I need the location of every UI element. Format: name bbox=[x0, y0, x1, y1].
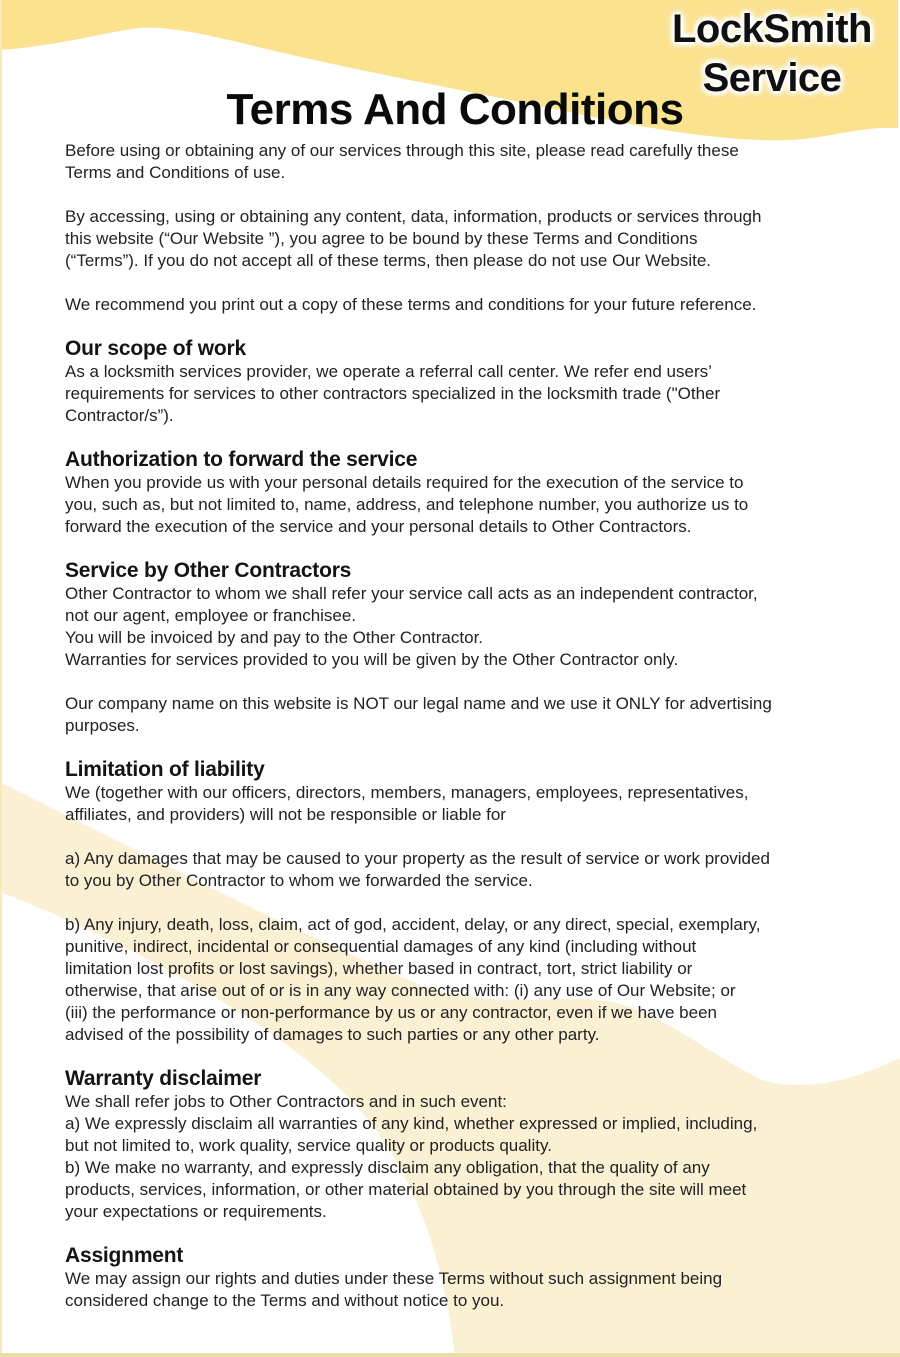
text-line: affiliates, and providers) will not be responsible or liable for bbox=[65, 805, 506, 824]
text-line: Warranties for services provided to you will be given by the Other Contractor only. bbox=[65, 650, 679, 669]
text-line: purposes. bbox=[65, 716, 140, 735]
section-heading: Warranty disclaimer bbox=[65, 1067, 262, 1090]
section-heading: Assignment bbox=[65, 1244, 184, 1267]
text-line: Our company name on this website is NOT our legal name and we use it ONLY for advertising bbox=[65, 694, 772, 713]
text-line: but not limited to, work quality, service quality or products quality. bbox=[65, 1136, 552, 1155]
paragraph bbox=[65, 914, 845, 1046]
section-heading: Service by Other Contractors bbox=[65, 559, 352, 582]
logo-line-2: Service bbox=[702, 56, 842, 100]
text-line: We (together with our officers, directors, members, managers, employees, representatives, bbox=[65, 783, 749, 802]
content bbox=[65, 140, 845, 1312]
left-edge-line bbox=[0, 0, 2, 1357]
text-line: punitive, indirect, incidental or consequential damages of any kind (including without bbox=[65, 937, 697, 956]
text-line: your expectations or requirements. bbox=[65, 1202, 327, 1221]
paragraph bbox=[65, 782, 845, 826]
text-line: Before using or obtaining any of our services through this site, please read carefully these bbox=[65, 141, 739, 160]
text-line: you, such as, but not limited to, name, address, and telephone number, you authorize us to bbox=[65, 495, 749, 514]
logo-line-1: LockSmith bbox=[672, 7, 872, 51]
text-line: When you provide us with your personal details required for the execution of the service to bbox=[65, 473, 744, 492]
text-line: We may assign our rights and duties under these Terms without such assignment being bbox=[65, 1269, 723, 1288]
paragraph bbox=[65, 472, 845, 538]
text-line: limitation lost profits or lost savings), whether based in contract, tort, strict liability or bbox=[65, 959, 693, 978]
page-title: Terms And Conditions bbox=[226, 85, 684, 134]
section-heading: Authorization to forward the service bbox=[65, 448, 418, 471]
paragraph bbox=[65, 140, 845, 184]
text-line: We recommend you print out a copy of these terms and conditions for your future reference. bbox=[65, 295, 757, 314]
text-line: to you by Other Contractor to whom we forwarded the service. bbox=[65, 871, 533, 890]
text-line: By accessing, using or obtaining any content, data, information, products or services through bbox=[65, 207, 762, 226]
paragraph bbox=[65, 361, 845, 427]
text-line: Contractor/s”). bbox=[65, 406, 174, 425]
paragraph bbox=[65, 583, 845, 671]
text-line: Terms and Conditions of use. bbox=[65, 163, 286, 182]
section-heading: Limitation of liability bbox=[65, 758, 265, 781]
text-line: this website (“Our Website ”), you agree to be bound by these Terms and Conditions bbox=[65, 229, 698, 248]
text-line: As a locksmith services provider, we operate a referral call center. We refer end users’ bbox=[65, 362, 712, 381]
text-line: Other Contractor to whom we shall refer your service call acts as an independent contractor, bbox=[65, 584, 758, 603]
paragraph bbox=[65, 294, 845, 316]
text-line: b) Any injury, death, loss, claim, act of god, accident, delay, or any direct, special, exemplary, bbox=[65, 915, 761, 934]
section-heading: Our scope of work bbox=[65, 337, 246, 360]
text-line: a) We expressly disclaim all warranties of any kind, whether expressed or implied, including, bbox=[65, 1114, 758, 1133]
paragraph bbox=[65, 1091, 845, 1223]
text-line: (“Terms”). If you do not accept all of these terms, then please do not use Our Website. bbox=[65, 251, 711, 270]
text-line: b) We make no warranty, and expressly disclaim any obligation, that the quality of any bbox=[65, 1158, 710, 1177]
paragraph bbox=[65, 206, 845, 272]
text-line: advised of the possibility of damages to such parties or any other party. bbox=[65, 1025, 600, 1044]
text-line: otherwise, that arise out of or is in any way connected with: (i) any use of Our Website; or bbox=[65, 981, 736, 1000]
text-line: products, services, information, or other material obtained by you through the site will meet bbox=[65, 1180, 747, 1199]
text-line: a) Any damages that may be caused to your property as the result of service or work provided bbox=[65, 849, 770, 868]
text-line: requirements for services to other contractors specialized in the locksmith trade ("Other bbox=[65, 384, 721, 403]
text-line: forward the execution of the service and your personal details to Other Contractors. bbox=[65, 517, 692, 536]
text-line: You will be invoiced by and pay to the Other Contractor. bbox=[65, 628, 484, 647]
bottom-edge-line bbox=[0, 1353, 900, 1357]
text-line: not our agent, employee or franchisee. bbox=[65, 606, 357, 625]
text-line: We shall refer jobs to Other Contractors and in such event: bbox=[65, 1092, 507, 1111]
paragraph bbox=[65, 693, 845, 737]
text-line: (iii) the performance or non-performance by us or any contractor, even if we have been bbox=[65, 1003, 718, 1022]
paragraph bbox=[65, 848, 845, 892]
paragraph bbox=[65, 1268, 845, 1312]
text-line: considered change to the Terms and without notice to you. bbox=[65, 1291, 505, 1310]
